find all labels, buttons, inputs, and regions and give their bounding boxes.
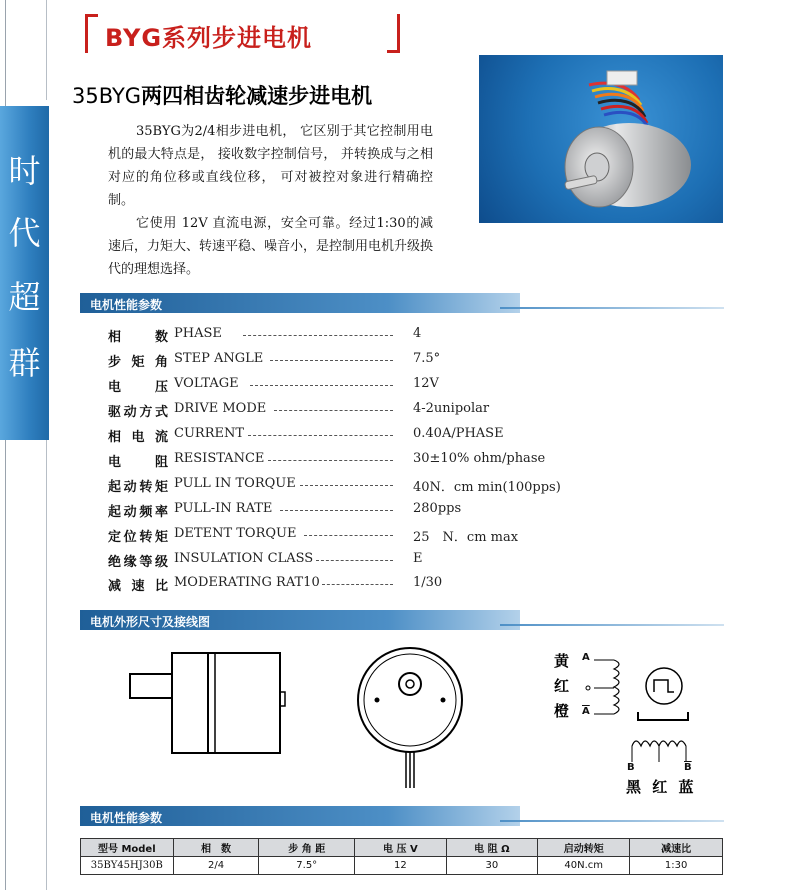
left-inner-line-top [46,0,47,100]
spec-row-insulation-class [108,551,568,571]
section-bar-tail [500,307,724,309]
intro-paragraph-1: 35BYG为2/4相步进电机， 它区别于其它控制用电机的最大特点是， 接收数字控制信号， 并转换成与之相对应的角位移或直线位移， 可对被控对象进行精确控制。 [108,124,433,208]
intro-text [108,120,433,281]
section-header-dimensions [80,610,724,630]
side-band-char-4: 群 [8,344,41,382]
spec-cn: 起动转矩 [108,480,168,495]
spec-en: STEP ANGLE [174,351,264,366]
spec-val: 4-2unipolar [413,401,490,416]
leader-dots [268,460,393,461]
leader-dots [304,535,393,536]
side-band-char-1: 时 [8,152,41,190]
leader-dots [280,510,393,511]
section-header-performance [80,293,724,313]
spec-cn: 相数 [108,330,168,345]
spec-val: 4 [413,326,422,341]
leader-dots [322,584,393,585]
series-title [85,12,400,52]
product-title-latin: 35BYG [72,84,142,108]
spec-val: 7.5° [413,351,441,366]
product-title [72,80,372,110]
spec-en: RESISTANCE [174,451,265,466]
leader-dots [274,410,393,411]
leader-dots [243,335,393,336]
spec-row-resistance [108,451,568,471]
wire-label-orange: 橙 [554,702,570,720]
col-step-angle: 步 角 距 [259,839,355,857]
spec-cn: 步矩角 [108,355,168,370]
section-header-performance-2 [80,806,724,826]
spec-val: 1/30 [413,575,443,590]
bracket-right [387,14,400,53]
pin-a-top: A [582,652,590,663]
spec-val: E [413,551,423,566]
product-photo [479,55,723,223]
intro-paragraph-2: 它使用 12V 直流电源，安全可靠。经过1:30的减速后，力矩大、转速平稳、噪音小，是控制用电机升级换代的理想选择。 [108,216,434,277]
col-resistance: 电 阻 Ω [446,839,538,857]
model-table [80,838,723,875]
spec-row-voltage [108,376,568,396]
section-title-dimensions: 电机外形尺寸及接线图 [90,615,211,629]
leader-dots [316,560,393,561]
cell-step-angle: 7.5° [259,857,355,875]
spec-cn: 电压 [108,380,168,395]
spec-en: DRIVE MODE [174,401,267,416]
series-title-text: BYG系列步进电机 [105,24,313,52]
motor-photo-illustration [479,55,723,223]
spec-cn: 定位转矩 [108,530,168,545]
spec-row-pull-in-torque [108,476,568,496]
leader-dots [248,435,393,436]
wire-labels-bottom: 黑 红 蓝 [626,778,697,796]
cell-resistance: 30 [446,857,538,875]
spec-row-current [108,426,568,446]
col-starting-torque: 启动转矩 [538,839,630,857]
pin-b-left: B [627,762,635,773]
spec-row-detent-torque [108,526,568,546]
spec-val: 12V [413,376,439,391]
table-row [81,857,723,875]
spec-row-phase [108,326,568,346]
spec-en: DETENT TORQUE [174,526,297,541]
spec-row-drive-mode [108,401,568,421]
spec-en: PHASE [174,326,222,341]
cell-phase: 2/4 [173,857,259,875]
bracket-left [85,14,98,53]
spec-cn: 起动频率 [108,505,168,520]
spec-en: MODERATING RAT10 [174,575,320,590]
side-band-char-3: 超 [8,278,41,316]
product-title-cn: 两四相齿轮减速步进电机 [141,84,373,108]
spec-cn: 绝缘等级 [108,555,168,570]
leader-dots [300,485,393,486]
cell-starting-torque: 40N.cm [538,857,630,875]
spec-en: INSULATION CLASS [174,551,314,566]
spec-en: VOLTAGE [174,376,239,391]
spec-val: 25 N．cm max [413,530,519,545]
leader-dots [270,360,393,361]
pin-a-bottom: $\overline{A}$ [582,706,590,717]
col-voltage: 电 压 V [355,839,447,857]
spec-row-pull-in-rate [108,501,568,521]
spec-cn: 相电流 [108,430,168,445]
spec-en: CURRENT [174,426,245,441]
cell-model: 35BY45HJ30B [81,857,174,875]
motor-front-view-drawing [352,642,472,792]
motor-side-view-drawing [125,648,295,758]
col-model: 型号 Model [81,839,174,857]
pin-b-right: $\overline{B}$ [684,762,692,773]
spec-val: 0.40A/PHASE [413,426,504,441]
section-bar-tail [500,624,724,626]
spec-en: PULL-IN RATE [174,501,273,516]
side-band [0,106,49,440]
spec-val: 30±10% ohm/phase [413,451,546,466]
model-table-header [81,839,723,857]
wiring-diagram [576,650,716,780]
section-title-performance: 电机性能参数 [90,298,163,312]
cell-reduction-ratio: 1:30 [630,857,723,875]
spec-row-moderating-ratio [108,575,568,595]
leader-dots [250,385,393,386]
spec-val: 280pps [413,501,462,516]
spec-cn: 减速比 [108,579,168,594]
side-band-char-2: 代 [8,214,41,252]
section-bar-tail [500,820,724,822]
cell-voltage: 12 [355,857,447,875]
spec-row-step-angle [108,351,568,371]
spec-cn: 电阻 [108,455,168,470]
wire-label-red: 红 [554,677,570,695]
section-title-performance-2: 电机性能参数 [90,811,163,825]
spec-val: 40N．cm min(100pps) [413,480,561,495]
col-phase: 相 数 [173,839,259,857]
spec-cn: 驱动方式 [108,405,168,420]
spec-en: PULL IN TORQUE [174,476,296,491]
col-reduction-ratio: 减速比 [630,839,723,857]
left-inner-line-bottom [46,440,47,890]
wire-label-yellow: 黄 [554,652,570,670]
